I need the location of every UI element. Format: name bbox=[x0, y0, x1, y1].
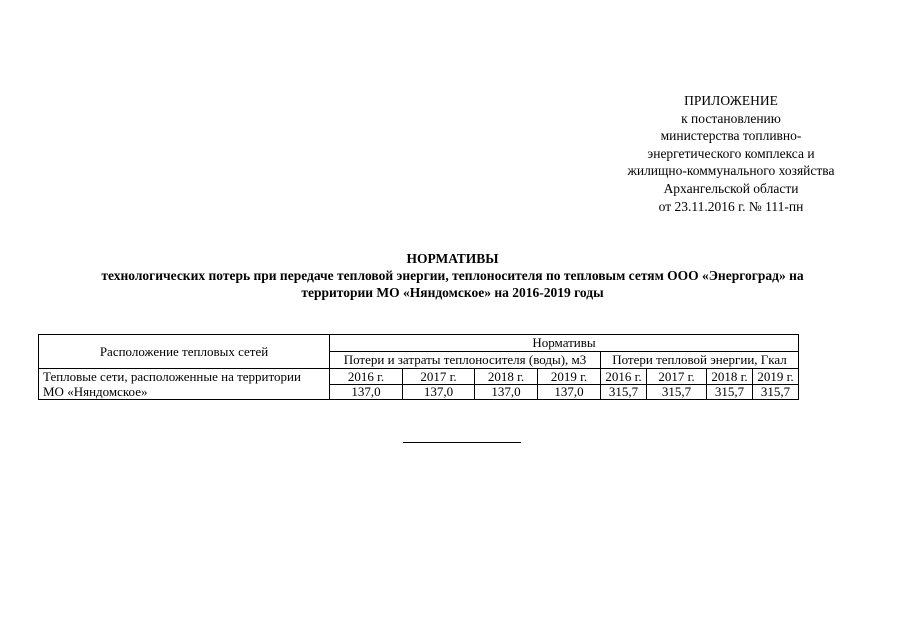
year-header: 2016 г. bbox=[330, 369, 403, 385]
appendix-date-number: от 23.11.2016 г. № 111-пн bbox=[658, 198, 804, 214]
value-cell: 137,0 bbox=[538, 385, 601, 400]
appendix-block bbox=[600, 92, 862, 215]
value-cell: 315,7 bbox=[647, 385, 707, 400]
year-header: 2018 г. bbox=[707, 369, 753, 385]
document-title: НОРМАТИВЫ bbox=[406, 251, 499, 266]
location-header: Расположение тепловых сетей bbox=[39, 335, 330, 369]
value-cell: 315,7 bbox=[707, 385, 753, 400]
appendix-line: министерства топливно- bbox=[660, 128, 802, 144]
value-cell: 315,7 bbox=[601, 385, 647, 400]
water-losses-header: Потери и затраты теплоносителя (воды), м3 bbox=[330, 352, 601, 369]
appendix-line: к постановлению bbox=[681, 110, 781, 126]
year-header: 2017 г. bbox=[647, 369, 707, 385]
value-cell: 137,0 bbox=[475, 385, 538, 400]
norms-header: Нормативы bbox=[330, 335, 799, 352]
location-cell-line1: Тепловые сети, расположенные на территории bbox=[39, 369, 330, 385]
document-heading bbox=[30, 250, 875, 301]
value-cell: 137,0 bbox=[403, 385, 475, 400]
year-header: 2019 г. bbox=[538, 369, 601, 385]
appendix-line: энергетического комплекса и bbox=[647, 145, 815, 161]
appendix-line: Архангельской области bbox=[663, 180, 799, 196]
document-subtitle-line1: технологических потерь при передаче тепловой энергии, теплоносителя по тепловым сетям ООО «Энергоград» на bbox=[101, 268, 804, 283]
year-header: 2018 г. bbox=[475, 369, 538, 385]
document-subtitle-line2: территории МО «Няндомское» на 2016-2019 годы bbox=[301, 285, 604, 300]
location-cell-line2: МО «Няндомское» bbox=[39, 385, 330, 400]
closing-divider bbox=[403, 442, 521, 443]
appendix-line: жилищно-коммунального хозяйства bbox=[627, 163, 835, 179]
value-cell: 315,7 bbox=[753, 385, 799, 400]
norms-table bbox=[38, 334, 799, 400]
heat-losses-header: Потери тепловой энергии, Гкал bbox=[601, 352, 799, 369]
value-cell: 137,0 bbox=[330, 385, 403, 400]
appendix-label: ПРИЛОЖЕНИЕ bbox=[684, 93, 778, 108]
year-header: 2016 г. bbox=[601, 369, 647, 385]
year-header: 2017 г. bbox=[403, 369, 475, 385]
year-header: 2019 г. bbox=[753, 369, 799, 385]
